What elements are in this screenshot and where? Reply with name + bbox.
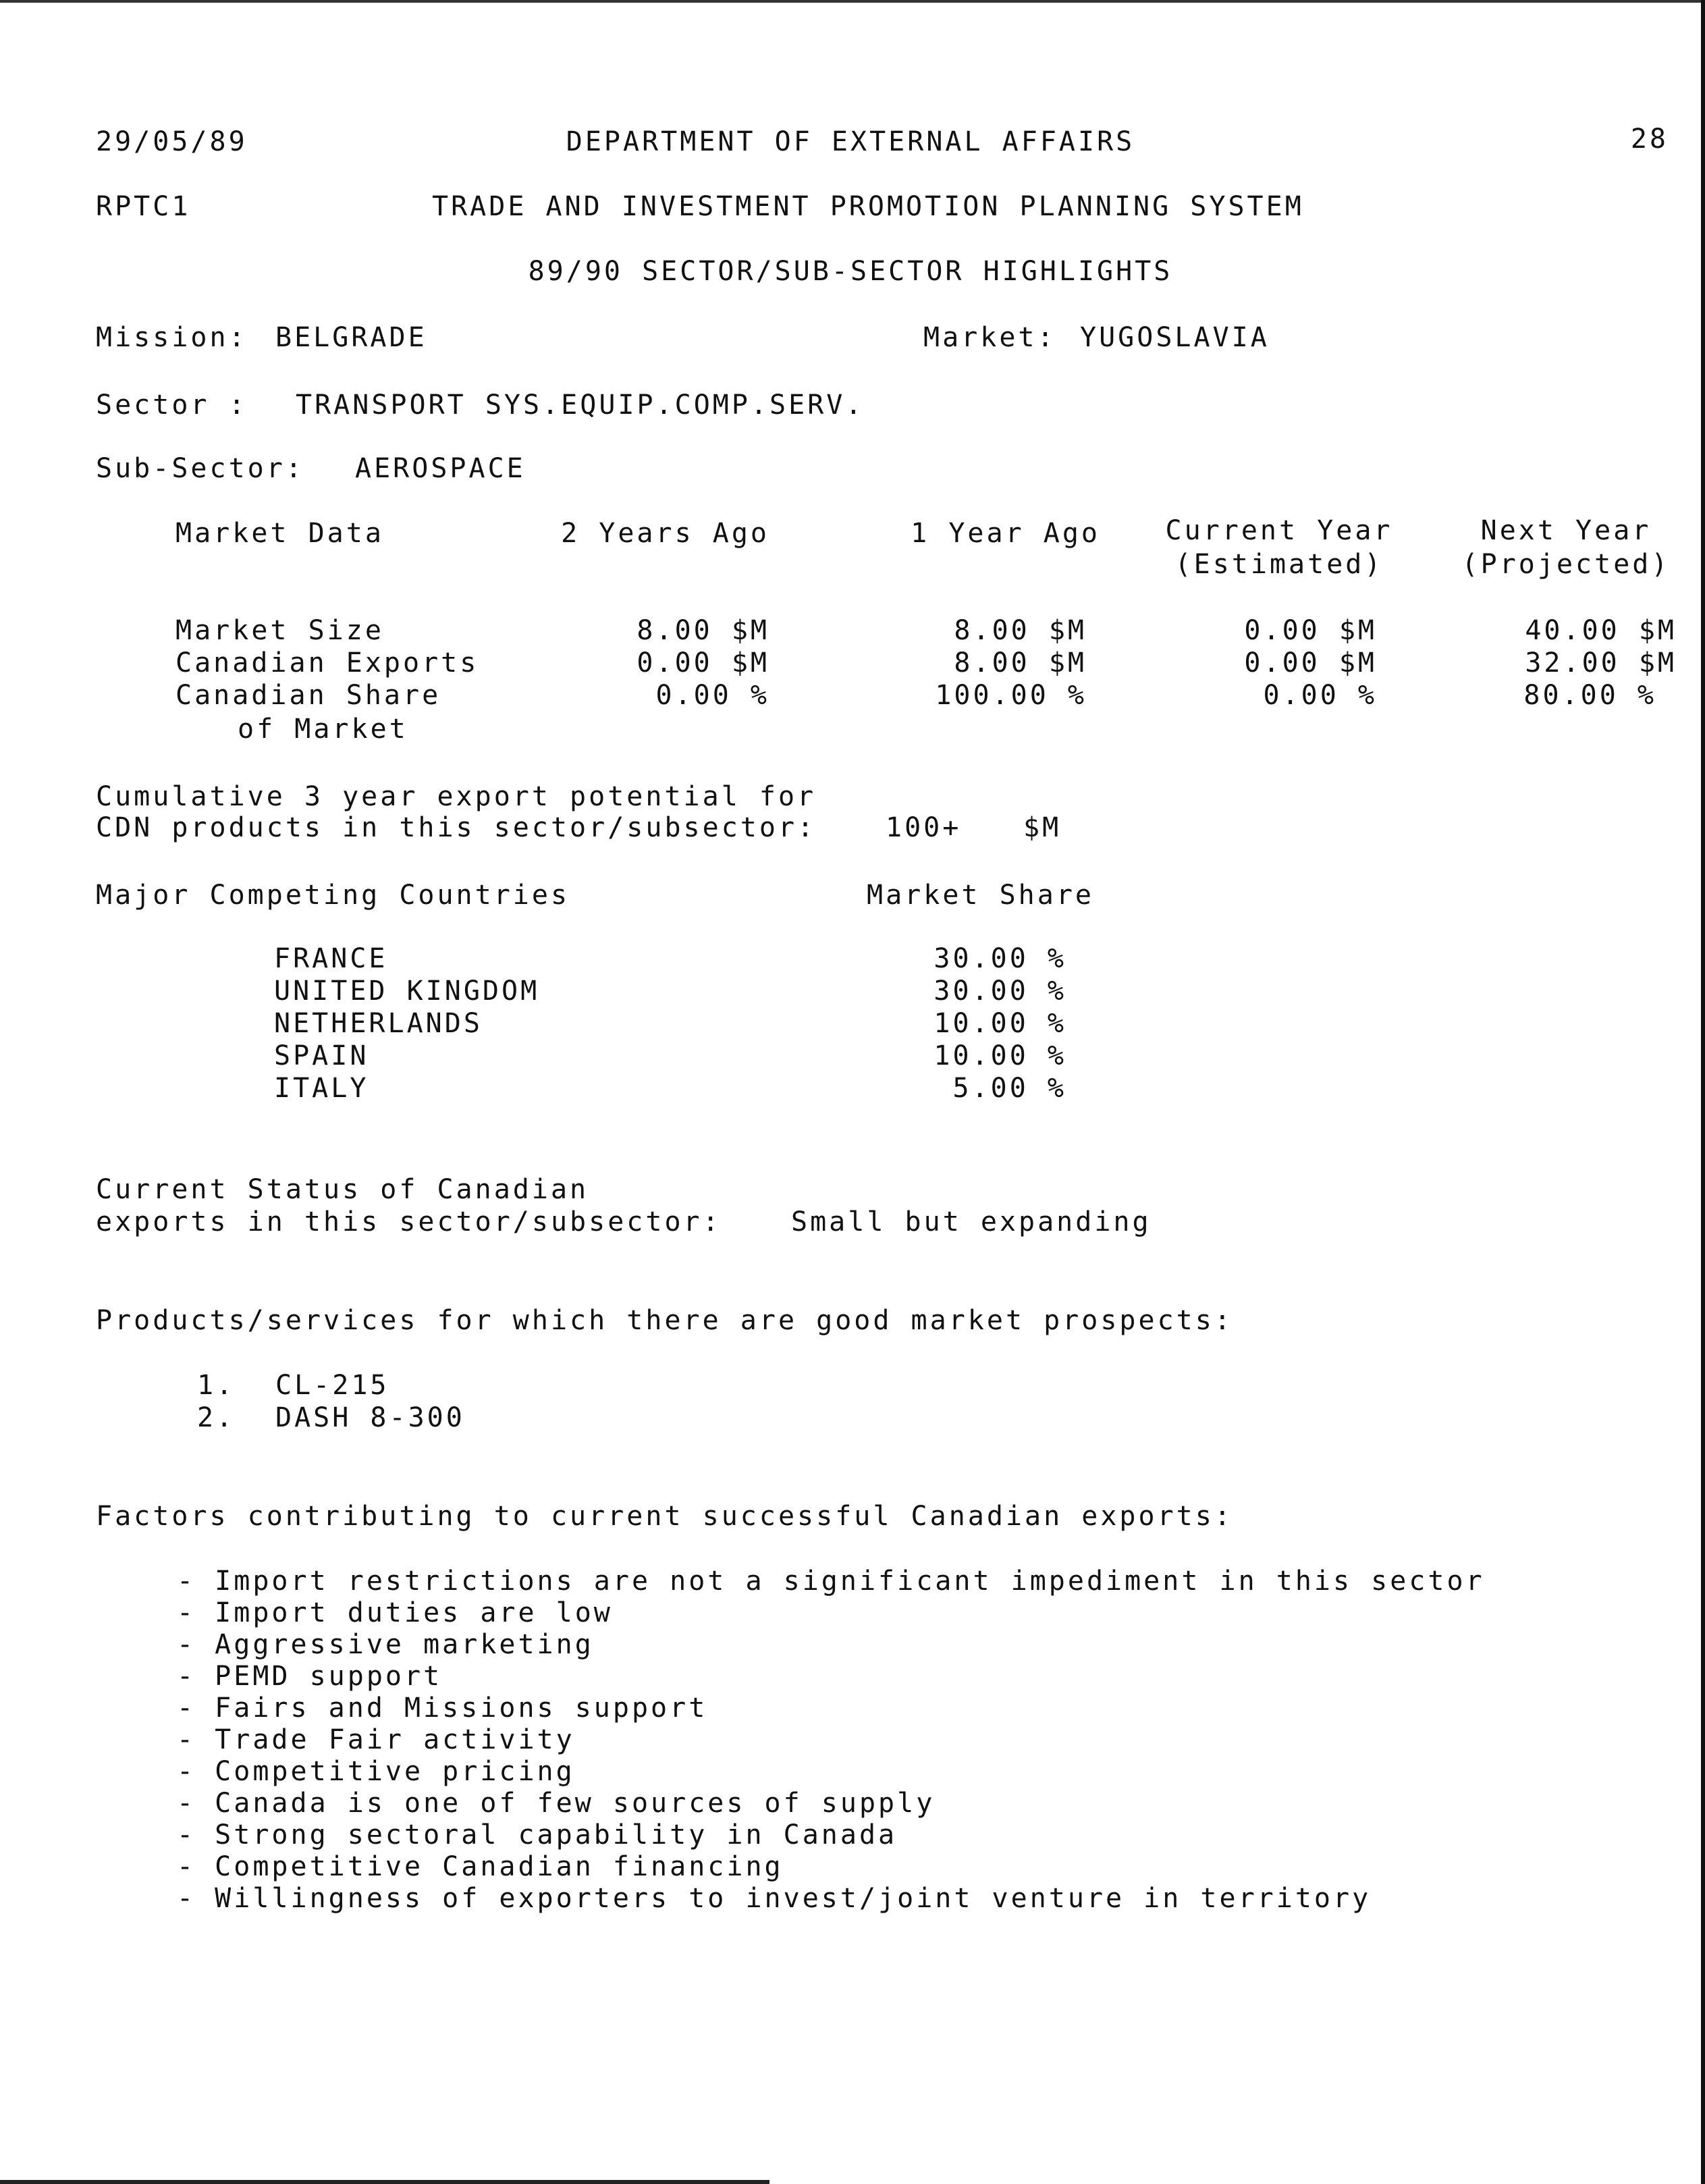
col-header-two-years-ago: 2 Years Ago bbox=[561, 518, 769, 549]
department-name: DEPARTMENT OF EXTERNAL AFFAIRS bbox=[566, 126, 1135, 157]
factor-item: - Fairs and Missions support bbox=[177, 1693, 708, 1724]
col-header-current-year-sub: (Estimated) bbox=[1174, 549, 1384, 580]
sector-label: Sector : bbox=[96, 390, 248, 421]
factor-item: - Aggressive marketing bbox=[177, 1629, 594, 1660]
competitor-country: FRANCE bbox=[274, 943, 388, 974]
cell-one-year-ago: 8.00 $M bbox=[954, 615, 1087, 646]
col-header-next-year: Next Year bbox=[1480, 515, 1652, 546]
product-number: 1. bbox=[197, 1370, 236, 1401]
row-label: Canadian Share bbox=[175, 680, 441, 711]
cell-next-year: 40.00 $M bbox=[1525, 615, 1677, 646]
competitor-country: UNITED KINGDOM bbox=[274, 976, 540, 1007]
factors-heading: Factors contributing to current successful Canadian exports: bbox=[96, 1501, 1233, 1532]
market-value: YUGOSLAVIA bbox=[1080, 322, 1270, 353]
subsector-label: Sub-Sector: bbox=[96, 453, 304, 484]
factor-item: - Import restrictions are not a significant impediment in this sector bbox=[177, 1566, 1485, 1597]
competitor-share: 30.00 % bbox=[933, 943, 1066, 974]
report-code: RPTC1 bbox=[96, 191, 191, 222]
competitor-country: SPAIN bbox=[274, 1040, 369, 1071]
competitors-header-share: Market Share bbox=[867, 880, 1094, 911]
market-label: Market: bbox=[923, 322, 1056, 353]
competitor-share: 30.00 % bbox=[933, 976, 1066, 1007]
cell-next-year: 80.00 % bbox=[1523, 680, 1656, 711]
mission-value: BELGRADE bbox=[275, 322, 427, 353]
scan-edge-right bbox=[1701, 0, 1705, 2184]
factor-item: - Trade Fair activity bbox=[177, 1724, 575, 1755]
competitor-share: 10.00 % bbox=[933, 1040, 1066, 1071]
export-potential-value: 100+ bbox=[886, 812, 962, 843]
products-heading: Products/services for which there are good market prospects: bbox=[96, 1305, 1233, 1336]
cell-two-years-ago: 0.00 % bbox=[655, 680, 769, 711]
subsector-value: AEROSPACE bbox=[355, 453, 526, 484]
cell-two-years-ago: 8.00 $M bbox=[637, 615, 769, 646]
cell-one-year-ago: 8.00 $M bbox=[954, 647, 1087, 678]
col-header-next-year-sub: (Projected) bbox=[1461, 549, 1671, 580]
product-number: 2. bbox=[197, 1402, 236, 1433]
export-potential-line1: Cumulative 3 year export potential for bbox=[96, 781, 817, 812]
product-name: CL-215 bbox=[275, 1370, 389, 1401]
competitors-header-countries: Major Competing Countries bbox=[96, 880, 570, 911]
cell-two-years-ago: 0.00 $M bbox=[637, 647, 769, 678]
competitor-share: 10.00 % bbox=[933, 1008, 1066, 1039]
cell-current-year: 0.00 $M bbox=[1244, 615, 1377, 646]
col-header-market-data: Market Data bbox=[175, 518, 384, 549]
export-potential-line2: CDN products in this sector/subsector: bbox=[96, 812, 817, 843]
competitor-country: NETHERLANDS bbox=[274, 1008, 483, 1039]
factor-item: - Competitive pricing bbox=[177, 1756, 575, 1787]
factor-item: - PEMD support bbox=[177, 1661, 443, 1692]
product-name: DASH 8-300 bbox=[275, 1402, 465, 1433]
cell-one-year-ago: 100.00 % bbox=[935, 680, 1087, 711]
mission-label: Mission: bbox=[96, 322, 248, 353]
competitor-share: 5.00 % bbox=[952, 1073, 1066, 1104]
current-status-value: Small but expanding bbox=[791, 1206, 1152, 1237]
factor-item: - Canada is one of few sources of supply bbox=[177, 1788, 936, 1819]
row-label: Market Size bbox=[175, 615, 384, 646]
cell-next-year: 32.00 $M bbox=[1525, 647, 1677, 678]
scan-edge-top bbox=[0, 0, 1705, 3]
page-number: 28 bbox=[1630, 124, 1669, 155]
report-title: 89/90 SECTOR/SUB-SECTOR HIGHLIGHTS bbox=[528, 256, 1173, 287]
sector-value: TRANSPORT SYS.EQUIP.COMP.SERV. bbox=[296, 390, 865, 421]
factor-item: - Strong sectoral capability in Canada bbox=[177, 1819, 898, 1850]
report-date: 29/05/89 bbox=[96, 126, 248, 157]
scan-edge-bottom bbox=[0, 2180, 769, 2184]
system-title: TRADE AND INVESTMENT PROMOTION PLANNING SYSTEM bbox=[432, 191, 1304, 222]
cell-current-year: 0.00 % bbox=[1263, 680, 1377, 711]
export-potential-unit: $M bbox=[1023, 812, 1062, 843]
col-header-current-year: Current Year bbox=[1165, 515, 1393, 546]
factor-item: - Import duties are low bbox=[177, 1597, 613, 1628]
factor-item: - Competitive Canadian financing bbox=[177, 1851, 784, 1882]
col-header-one-year-ago: 1 Year Ago bbox=[911, 518, 1100, 549]
competitor-country: ITALY bbox=[274, 1073, 369, 1104]
current-status-line1: Current Status of Canadian bbox=[96, 1174, 589, 1205]
cell-current-year: 0.00 $M bbox=[1244, 647, 1377, 678]
factor-item: - Willingness of exporters to invest/joint venture in territory bbox=[177, 1883, 1372, 1914]
current-status-line2: exports in this sector/subsector: bbox=[96, 1206, 722, 1237]
row-label-continued: of Market bbox=[238, 714, 408, 745]
row-label: Canadian Exports bbox=[175, 647, 479, 678]
